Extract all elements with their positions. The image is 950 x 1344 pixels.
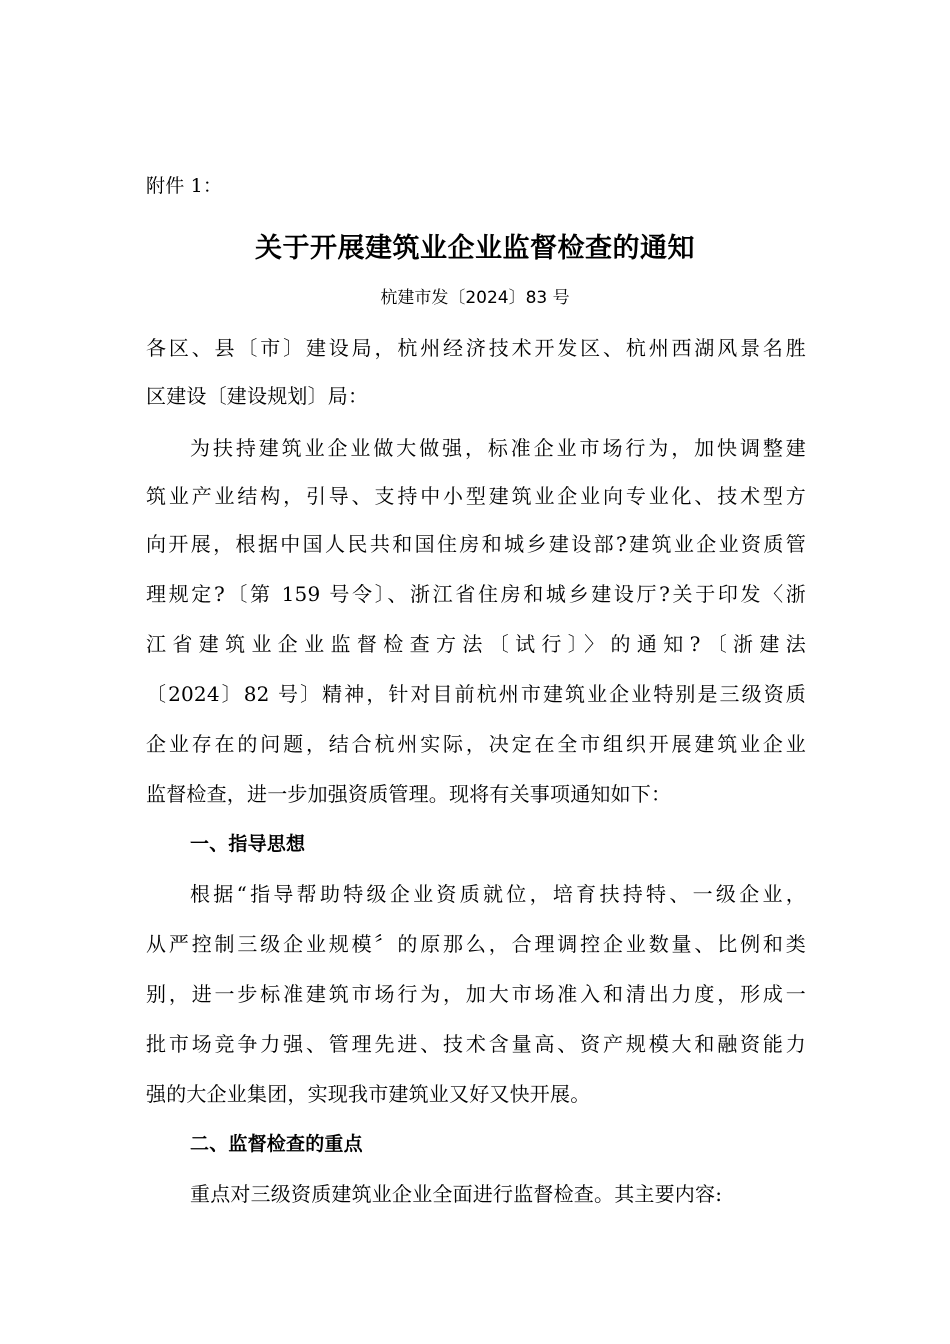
intro-paragraph-line: 企业存在的问题，结合杭州实际，决定在全市组织开展建筑业企业 xyxy=(146,732,806,756)
intro-paragraph-line: 理规定?〔第 159 号令〕、浙江省住房和城乡建设厅?关于印发〈浙 xyxy=(146,582,806,606)
section-heading: 一、指导思想 xyxy=(190,833,306,855)
section-paragraph-line: 强的大企业集团，实现我市建筑业又好又快开展。 xyxy=(146,1082,591,1106)
intro-paragraph-line: 向开展，根据中国人民共和国住房和城乡建设部?建筑业企业资质管 xyxy=(146,532,806,556)
addressee-line: 区建设〔建设规划〕局： xyxy=(146,384,369,408)
attachment-label: 附件 1： xyxy=(146,175,223,197)
intro-paragraph-line: 监督检查，进一步加强资质管理。现将有关事项通知如下： xyxy=(146,782,672,806)
section-paragraph-line: 批市场竞争力强、管理先进、技术含量高、资产规模大和融资能力 xyxy=(146,1032,806,1056)
document-title: 关于开展建筑业企业监督检查的通知 xyxy=(255,233,695,264)
intro-paragraph-line: 为扶持建筑业企业做大做强，标准企业市场行为，加快调整建 xyxy=(190,436,806,460)
intro-paragraph-line: 江省建筑业企业监督检查方法〔试行〕〉的通知?〔浙建法 xyxy=(146,632,806,656)
section-paragraph-line: 根据“指导帮助特级企业资质就位，培育扶持特、一级企业， xyxy=(190,882,806,906)
document-number: 杭建市发〔2024〕83 号 xyxy=(380,288,570,308)
section-heading: 二、监督检查的重点 xyxy=(190,1133,363,1155)
section-paragraph-line: 从严控制三级企业规模〞的原那么，合理调控企业数量、比例和类 xyxy=(146,932,806,956)
intro-paragraph-line: 〔2024〕82 号〕精神，针对目前杭州市建筑业企业特别是三级资质 xyxy=(146,682,806,706)
intro-paragraph-line: 筑业产业结构，引导、支持中小型建筑业企业向专业化、技术型方 xyxy=(146,484,806,508)
section-paragraph-line: 重点对三级资质建筑业企业全面进行监督检查。其主要内容: xyxy=(190,1182,723,1206)
addressee-line: 各区、县〔市〕建设局，杭州经济技术开发区、杭州西湖风景名胜 xyxy=(146,336,806,360)
section-paragraph-line: 别，进一步标准建筑市场行为，加大市场准入和清出力度，形成一 xyxy=(146,982,806,1006)
